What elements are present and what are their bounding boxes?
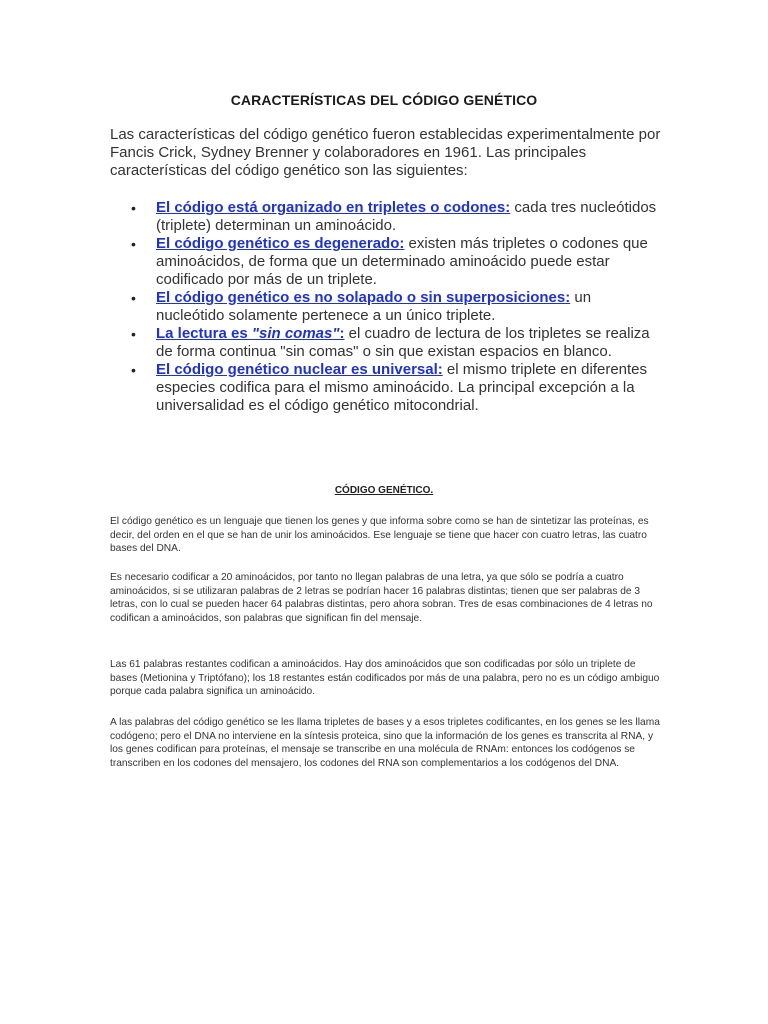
document-title: CARACTERÍSTICAS DEL CÓDIGO GENÉTICO [230, 92, 538, 108]
feature-item-no-solapado [110, 289, 660, 325]
feature-term-link[interactable] [156, 325, 344, 342]
feature-description: existen más tripletes o codones que aminoácidos, de forma que un determinado aminoácido puede estar codificado por más de un triplete. [156, 235, 648, 288]
feature-item-tripletes [110, 199, 660, 235]
section-title: CÓDIGO GENÉTICO. [334, 485, 434, 496]
body-paragraph-1: El código genético es un lenguaje que tienen los genes y que informa sobre como se han de sintetizar las proteínas, es decir, del orden en el que se han de unir los aminoácidos. Ese lenguaje se tiene que hacer con cuatro letras, las cuatro bases del DNA. [110, 516, 649, 555]
feature-term-prefix: La lectura es [156, 325, 252, 342]
bullet-icon: • [131, 290, 136, 306]
intro-paragraph: Las características del código genético fueron establecidas experimentalmente por Fancis Crick, Sydney Brenner y colaboradores en 1961. Las principales características del código genético son las siguientes: [110, 126, 661, 179]
feature-term-link[interactable]: El código genético es no solapado o sin superposiciones: [156, 289, 571, 306]
bullet-icon: • [131, 362, 136, 378]
body-paragraph-2: Es necesario codificar a 20 aminoácidos, por tanto no llegan palabras de una letra, ya que sólo se podría a cuatro aminoácidos, si se utilizaran palabras de 2 letras se podrían hacer 16 palabras distintas; tienen que ser palabras de 3 letras, con lo cual se pueden hacer 64 palabras distintas, pero ahora sobran. Tres de esas combinaciones de 4 letras no codifican a aminoácidos, son palabras que significan fin del mensaje. [110, 572, 653, 625]
feature-item-universal [110, 361, 660, 415]
feature-item-degenerado [110, 235, 660, 289]
feature-term-link[interactable]: El código genético nuclear es universal: [156, 361, 443, 378]
body-paragraph-3: Las 61 palabras restantes codifican a aminoácidos. Hay dos aminoácidos que son codificadas por sólo un triplete de bases (Metionina y Triptófano); los 18 restantes están codificados por más de una palabra, pero no es un código ambiguo porque cada palabra significa un aminoácido. [110, 659, 660, 698]
feature-description: un nucleótido solamente pertenece a un único triplete. [156, 289, 592, 324]
feature-term-link[interactable]: El código genético es degenerado: [156, 235, 405, 252]
feature-term-link[interactable]: El código está organizado en tripletes o codones: [156, 199, 511, 216]
bullet-icon: • [131, 236, 136, 252]
feature-description: el cuadro de lectura de los tripletes se realiza de forma continua "sin comas" o sin que existan espacios en blanco. [156, 325, 650, 360]
feature-item-sin-comas [110, 325, 660, 361]
bullet-icon: • [131, 200, 136, 216]
feature-description: el mismo triplete en diferentes especies codifica para el mismo aminoácido. La principal excepción a la universalidad es el código genético mitocondrial. [156, 361, 648, 414]
features-list [110, 199, 660, 415]
bullet-icon: • [131, 326, 136, 342]
body-paragraph-4: A las palabras del código genético se les llama tripletes de bases y a esos tripletes codificantes, en los genes se les llama codógeno; pero el DNA no interviene en la síntesis proteica, sino que la información de los genes es transcrita al RNA, y los genes codifican para proteínas, el mensaje se transcribe en una molécula de RNAm: entonces los codógenos se transcriben en los codones del mensajero, los codones del RNA son complementarios a los codógenos del DNA. [110, 717, 660, 770]
feature-description: cada tres nucleótidos (triplete) determinan un aminoácido. [156, 199, 657, 234]
feature-term-suffix: : [339, 325, 345, 342]
feature-term-emphasis: "sin comas" [251, 325, 340, 342]
